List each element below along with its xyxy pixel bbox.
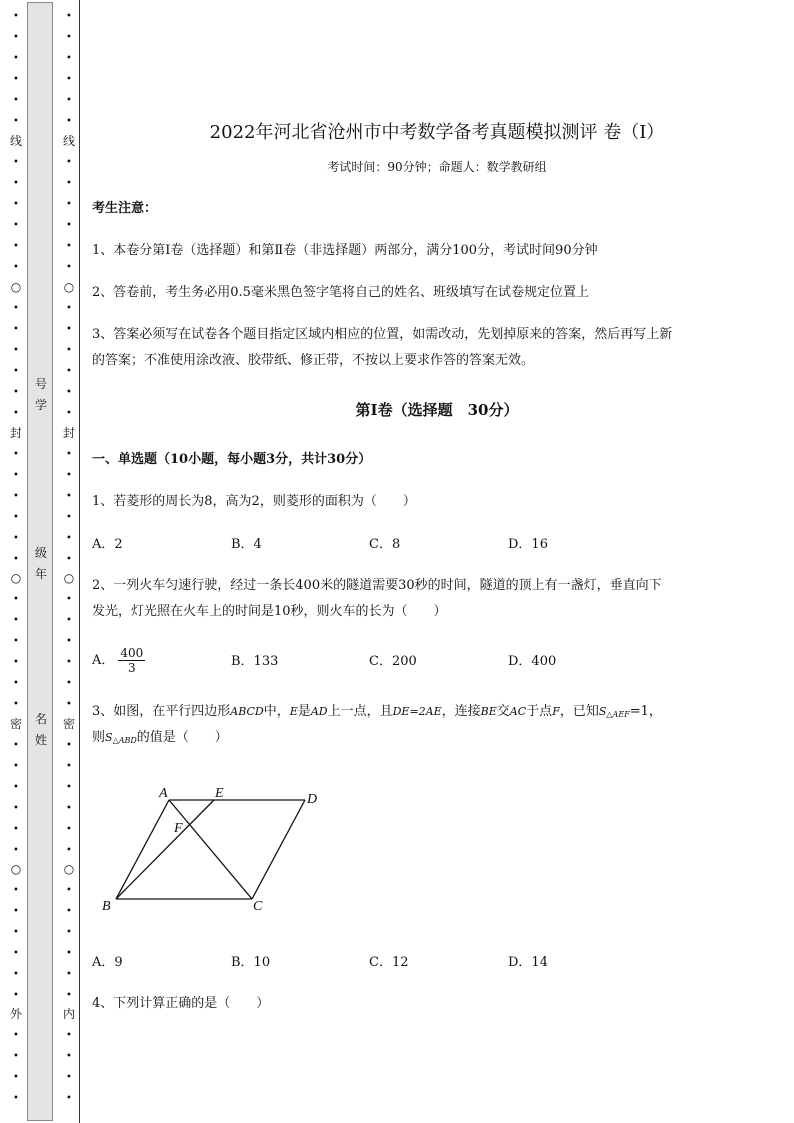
q1-option-c: C．8: [369, 537, 401, 552]
strip-label: 年: [34, 567, 47, 581]
notice-item: 1、本卷分第Ⅰ卷（选择题）和第Ⅱ卷（非选择题）两部分，满分100分，考试时间90分钟: [92, 243, 598, 258]
parallelogram-figure: [92, 780, 342, 920]
fraction-numerator: 400: [120, 646, 144, 660]
q2-option-d: D．400: [508, 654, 557, 669]
strip-label: 姓: [34, 733, 47, 747]
q3-text: 交: [496, 704, 510, 719]
q3-math: ABCD: [230, 705, 264, 718]
outer-col-char: 封: [9, 426, 22, 440]
q3-math: F: [552, 705, 560, 718]
question-3-line1: [92, 699, 662, 728]
q3-text: 于点: [526, 704, 553, 719]
exam-info: 考试时间：90分钟；命题人：数学教研组: [327, 160, 547, 174]
q3-option-a: A．9: [92, 955, 123, 970]
strip-label: 级: [34, 546, 47, 560]
outer-col-char: 密: [9, 717, 22, 731]
question-4: 4、下列计算正确的是（ ）: [92, 996, 270, 1011]
question-1: 1、若菱形的周长为8，高为2，则菱形的面积为（ ）: [92, 494, 416, 509]
page-title: 2022年河北省沧州市中考数学备考真题模拟测评 卷（Ⅰ）: [209, 122, 665, 143]
outer-col-char: 线: [9, 134, 22, 148]
q3-math: S: [598, 705, 607, 718]
strip-label: 号: [34, 377, 47, 391]
outer-col-char: ○: [10, 280, 22, 294]
q2-option-b: B．133: [231, 654, 279, 669]
inner-col-char: ○: [63, 280, 75, 294]
section-title: 第Ⅰ卷（选择题 30分）: [355, 401, 519, 419]
question-2-line1: 2、一列火车匀速行驶，经过一条长400米的隧道需要30秒的时间，隧道的顶上有一盏灯，垂直向下: [92, 578, 662, 593]
q2-option-a-prefix: A．: [92, 653, 115, 668]
inner-col-char: ○: [63, 862, 75, 876]
outer-col-char: ○: [10, 862, 22, 876]
q1-option-a: A．2: [92, 537, 123, 552]
outer-col-char: ○: [10, 571, 22, 585]
q3-math: AD: [310, 705, 328, 718]
q1-option-b: B．4: [231, 537, 262, 552]
side-dc: [252, 800, 305, 899]
outer-binding-column: • • • • • • 线 • • • • • • ○ • • • • • • 封 • • • • • • ○ • • • • • • 密 • • • • • • ○ • • • • • • 外 • • • •: [9, 11, 22, 1104]
fraction-denominator: 3: [128, 661, 136, 675]
notice-item: 的答案；不准使用涂改液、胶带纸、修正带，不按以上要求作答的答案无效。: [92, 353, 535, 368]
strip-label: 名: [34, 712, 47, 726]
q3-subscript: △AEF: [606, 710, 630, 719]
q3-text: 上一点，且: [327, 704, 393, 719]
q3-option-b: B．10: [231, 955, 271, 970]
q3-math: BE: [480, 705, 497, 718]
q3-text: 是: [297, 704, 311, 719]
fraction: [118, 646, 145, 675]
label-d: D: [307, 792, 318, 807]
diagonal-ac: [169, 800, 252, 899]
notice-heading: 考生注意：: [92, 201, 158, 216]
label-c: C: [253, 899, 263, 914]
q3-option-c: C．12: [369, 955, 409, 970]
student-info-strip: [27, 2, 53, 1121]
q3-text: ，已知: [559, 704, 599, 719]
strip-label: 学: [34, 398, 47, 412]
label-b: B: [102, 899, 111, 914]
inner-col-char: 内: [62, 1007, 75, 1021]
part-heading: 一、单选题（10小题，每小题3分，共计30分）: [92, 452, 372, 467]
inner-binding-column: • • • • • • 线 • • • • • • ○ • • • • • • 封 • • • • • • ○ • • • • • • 密 • • • • • • ○ • • • • • • 内 • • • •: [62, 11, 75, 1104]
inner-col-char: ○: [63, 571, 75, 585]
question-2-line2: 发光，灯光照在火车上的时间是10秒，则火车的长为（ ）: [92, 604, 447, 619]
q1-option-d: D．16: [508, 537, 548, 552]
question-3-line2: [92, 725, 228, 754]
q3-math: DE=2AE: [392, 705, 442, 718]
segment-be: [116, 800, 214, 899]
q3-text: 的值是（ ）: [136, 730, 228, 745]
label-e: E: [215, 786, 224, 801]
q3-text: 则: [92, 730, 106, 745]
outer-col-char: 外: [9, 1007, 22, 1021]
q3-math: AC: [509, 705, 527, 718]
q2-option-c: C．200: [369, 654, 417, 669]
q2-option-a: [92, 642, 145, 680]
margin-divider: [79, 0, 80, 1123]
notice-item: 2、答卷前，考生务必用0.5毫米黑色签字笔将自己的姓名、班级填写在试卷规定位置上: [92, 285, 589, 300]
label-a: A: [159, 786, 168, 801]
q3-math: E: [289, 705, 298, 718]
inner-col-char: 密: [62, 717, 75, 731]
q3-text: 中，: [263, 704, 290, 719]
q3-text: =1，: [629, 704, 662, 719]
inner-col-char: 线: [62, 134, 75, 148]
label-f: F: [174, 821, 183, 836]
q3-subscript: △ABD: [112, 736, 137, 745]
q3-text: ，连接: [441, 704, 481, 719]
inner-col-char: 封: [62, 426, 75, 440]
q3-math: S: [105, 731, 113, 744]
q3-option-d: D．14: [508, 955, 548, 970]
q3-text: 3、如图，在平行四边形: [92, 704, 231, 719]
notice-item: 3、答案必须写在试卷各个题目指定区域内相应的位置，如需改动，先划掉原来的答案，然后再写上新: [92, 327, 673, 342]
side-ba: [116, 800, 169, 899]
